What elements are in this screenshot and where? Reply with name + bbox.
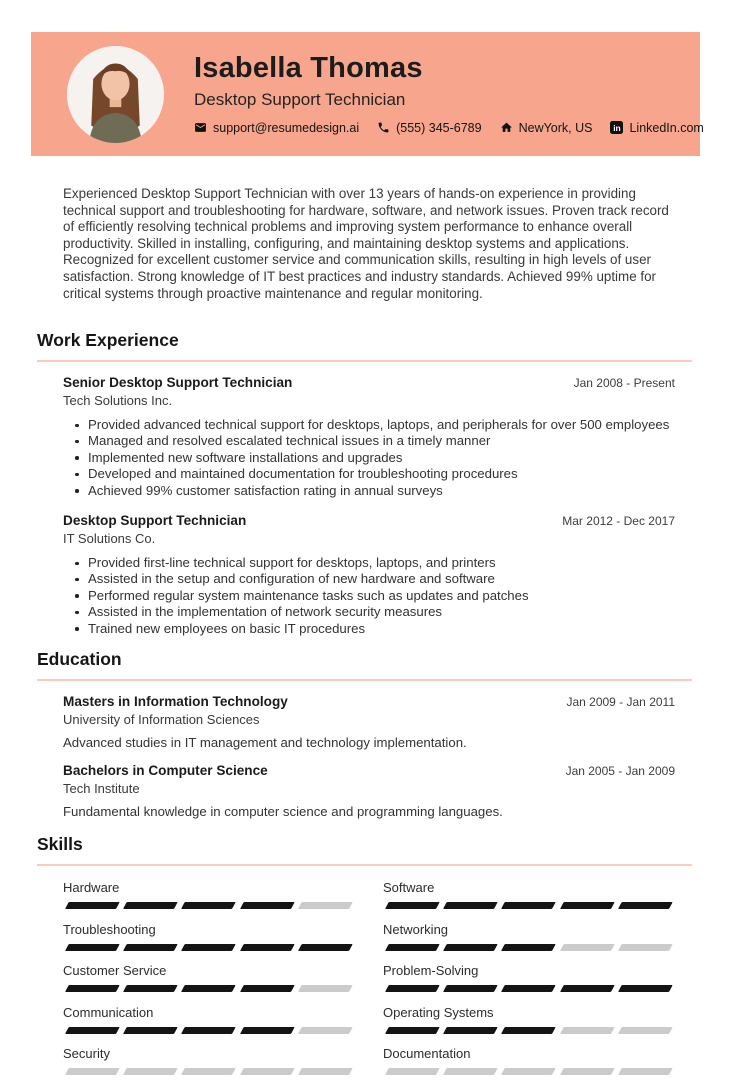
skill-segment-filled xyxy=(502,985,557,992)
home-icon xyxy=(500,121,513,134)
skill-segment-filled xyxy=(502,1027,557,1034)
education-entry xyxy=(63,694,675,750)
skill-segment-filled xyxy=(240,902,295,909)
linkedin-contact xyxy=(610,121,703,135)
section-work-experience xyxy=(0,330,730,651)
skill-segment-filled xyxy=(502,902,557,909)
skill-level-bar xyxy=(383,1068,675,1075)
job-bullet: Managed and resolved escalated technical issues in a timely manner xyxy=(63,433,675,449)
skill-segment-filled xyxy=(65,902,120,909)
skill-segment-empty xyxy=(618,1068,673,1075)
header-text-block xyxy=(194,53,704,135)
location-contact xyxy=(500,121,593,135)
skill-segment-empty xyxy=(618,1027,673,1034)
skills-right-column xyxy=(383,880,675,1088)
education-entry xyxy=(63,763,675,819)
skill-segment-empty xyxy=(618,944,673,951)
linkedin-text: LinkedIn.com xyxy=(629,120,704,135)
job-header xyxy=(63,513,675,528)
skill-segment-filled xyxy=(618,902,673,909)
education-section-body xyxy=(0,681,730,819)
job-bullet: Provided first-line technical support for desktops, laptops, and printers xyxy=(63,555,675,571)
avatar-illustration xyxy=(67,46,164,143)
skill-name: Documentation xyxy=(383,1046,471,1061)
skill-segment-empty xyxy=(298,902,353,909)
skill-segment-empty xyxy=(65,1068,120,1075)
skill-item xyxy=(63,922,355,951)
skill-item xyxy=(383,963,675,992)
skill-item xyxy=(63,1046,355,1075)
skill-segment-filled xyxy=(560,985,615,992)
education-dates: Jan 2009 - Jan 2011 xyxy=(566,695,675,709)
skill-segment-filled xyxy=(182,1027,237,1034)
job-company: Tech Solutions Inc. xyxy=(63,393,173,408)
skill-name: Networking xyxy=(383,921,449,937)
skill-segment-filled xyxy=(240,1027,295,1034)
skill-segment-filled xyxy=(298,944,353,951)
job-bullet: Assisted in the setup and configuration of new hardware and software xyxy=(63,571,675,587)
skill-segment-filled xyxy=(65,985,120,992)
skill-segment-empty xyxy=(502,1068,557,1075)
job-dates: Mar 2012 - Dec 2017 xyxy=(562,514,675,529)
skill-segment-filled xyxy=(443,902,498,909)
skill-item xyxy=(63,963,355,992)
skill-level-bar xyxy=(383,985,675,992)
skill-item xyxy=(63,1005,355,1034)
job-dates: Jan 2008 - Present xyxy=(573,376,675,390)
skill-segment-filled xyxy=(443,1027,498,1034)
skill-level-bar xyxy=(63,1027,355,1034)
work-section-body xyxy=(0,362,730,637)
skill-segment-filled xyxy=(443,985,498,992)
job-title: Desktop Support Technician xyxy=(63,513,247,529)
job-bullet-list xyxy=(63,417,675,499)
school-name: University of Information Sciences xyxy=(63,712,260,727)
skill-segment-filled xyxy=(443,944,498,951)
email-contact xyxy=(194,121,359,135)
skill-segment-empty xyxy=(298,985,353,992)
skills-section-title: Skills xyxy=(37,834,692,866)
job-bullet-list xyxy=(63,555,675,637)
skill-segment-filled xyxy=(65,944,120,951)
education-description: Advanced studies in IT management and technology implementation. xyxy=(63,735,467,750)
skill-level-bar xyxy=(383,902,675,909)
school-name: Tech Institute xyxy=(63,781,140,796)
job-bullet: Developed and maintained documentation for troubleshooting procedures xyxy=(63,466,675,482)
section-skills xyxy=(0,834,730,1088)
section-education xyxy=(0,649,730,832)
skill-name: Communication xyxy=(63,1004,154,1020)
skill-segment-empty xyxy=(123,1068,178,1075)
education-section-title: Education xyxy=(37,649,692,681)
skill-name: Security xyxy=(63,1046,110,1061)
skill-segment-empty xyxy=(240,1068,295,1075)
skill-segment-filled xyxy=(123,985,178,992)
resume-header xyxy=(31,32,704,156)
skill-segment-empty xyxy=(560,944,615,951)
skill-segment-filled xyxy=(182,985,237,992)
skill-item xyxy=(383,1005,675,1034)
skill-item xyxy=(383,880,675,909)
skill-item xyxy=(383,1046,675,1075)
skill-item xyxy=(383,922,675,951)
skill-segment-empty xyxy=(560,1068,615,1075)
phone-contact xyxy=(377,121,481,135)
job-company: IT Solutions Co. xyxy=(63,531,156,547)
envelope-icon xyxy=(194,121,207,134)
skill-segment-filled xyxy=(182,944,237,951)
skill-segment-filled xyxy=(123,944,178,951)
candidate-name: Isabella Thomas xyxy=(194,52,423,85)
skill-name: Operating Systems xyxy=(383,1004,494,1020)
skill-segment-filled xyxy=(385,1027,440,1034)
skill-segment-filled xyxy=(385,902,440,909)
skill-name: Software xyxy=(383,880,435,895)
job-bullet: Achieved 99% customer satisfaction rating in annual surveys xyxy=(63,483,675,499)
skill-segment-filled xyxy=(123,902,178,909)
skill-segment-filled xyxy=(502,944,557,951)
skill-segment-empty xyxy=(560,1027,615,1034)
location-text: NewYork, US xyxy=(518,120,593,135)
skill-name: Hardware xyxy=(63,880,120,895)
work-section-title: Work Experience xyxy=(37,330,692,362)
phone-icon xyxy=(377,121,390,134)
skill-segment-filled xyxy=(385,944,440,951)
job-header xyxy=(63,375,675,390)
skill-level-bar xyxy=(383,1027,675,1034)
skill-level-bar xyxy=(383,944,675,951)
skill-segment-empty xyxy=(385,1068,440,1075)
phone-text: (555) 345-6789 xyxy=(396,120,482,135)
skill-segment-filled xyxy=(65,1027,120,1034)
skill-segment-filled xyxy=(618,985,673,992)
skill-segment-filled xyxy=(240,985,295,992)
job-title: Senior Desktop Support Technician xyxy=(63,375,293,390)
job-bullet: Assisted in the implementation of network security measures xyxy=(63,604,675,620)
skill-name: Customer Service xyxy=(63,963,167,978)
job-entry xyxy=(63,375,675,499)
degree-title: Bachelors in Computer Science xyxy=(63,763,268,778)
job-bullet: Implemented new software installations and upgrades xyxy=(63,450,675,466)
job-bullet: Trained new employees on basic IT procedures xyxy=(63,621,675,637)
skill-segment-empty xyxy=(182,1068,237,1075)
linkedin-icon: in xyxy=(610,121,623,134)
skill-name: Troubleshooting xyxy=(63,921,156,937)
skills-grid xyxy=(0,866,730,1088)
skill-segment-empty xyxy=(298,1027,353,1034)
skill-level-bar xyxy=(63,985,355,992)
education-header xyxy=(63,763,675,778)
email-text: support@resumedesign.ai xyxy=(213,120,360,135)
education-dates: Jan 2005 - Jan 2009 xyxy=(565,764,675,778)
education-header xyxy=(63,694,675,709)
skill-segment-filled xyxy=(240,944,295,951)
skill-segment-filled xyxy=(560,902,615,909)
skills-left-column xyxy=(63,880,355,1088)
skill-segment-empty xyxy=(443,1068,498,1075)
skill-name: Problem-Solving xyxy=(383,963,479,978)
skill-segment-filled xyxy=(123,1027,178,1034)
skill-level-bar xyxy=(63,902,355,909)
education-description: Fundamental knowledge in computer science and programming languages. xyxy=(63,804,503,819)
contact-row xyxy=(194,121,704,135)
profile-photo xyxy=(67,46,164,143)
skill-segment-filled xyxy=(385,985,440,992)
degree-title: Masters in Information Technology xyxy=(63,694,288,709)
skill-segment-empty xyxy=(298,1068,353,1075)
skill-level-bar xyxy=(63,944,355,951)
skill-item xyxy=(63,880,355,909)
job-entry xyxy=(63,513,675,637)
job-bullet: Performed regular system maintenance tasks such as updates and patches xyxy=(63,588,675,604)
job-bullet: Provided advanced technical support for desktops, laptops, and peripherals for over 500 employees xyxy=(63,417,675,433)
skill-level-bar xyxy=(63,1068,355,1075)
professional-summary: Experienced Desktop Support Technician with over 13 years of hands-on experience in providing technical support and troubleshooting for hardware, software, and network issues. Proven track record of efficiently resolving technical problems and improving system performance to enhance overall productivity. Skilled in installing, configuring, and maintaining desktop systems and applications. Recognized for excellent customer service and communication skills, resulting in high levels of user satisfaction. Strong knowledge of IT best practices and industry standards. Achieved 99% uptime for critical systems through proactive maintenance and regular monitoring. xyxy=(63,186,669,301)
candidate-title: Desktop Support Technician xyxy=(194,89,406,109)
skill-segment-filled xyxy=(182,902,237,909)
